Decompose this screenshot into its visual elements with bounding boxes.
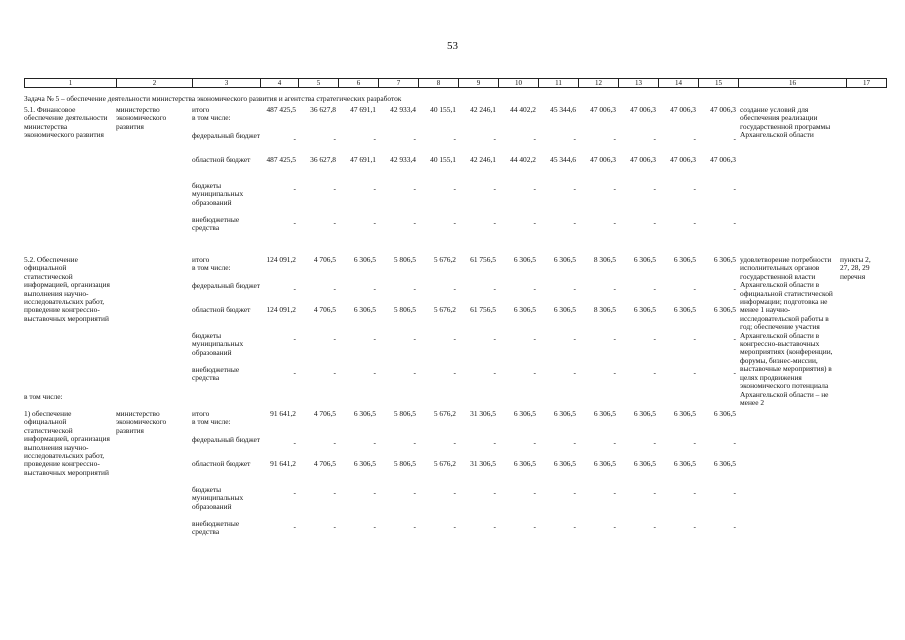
subrow-total-label: итого в том числе: <box>192 255 231 273</box>
empty-cell: - <box>573 488 576 497</box>
value-cell: 124 091,2 <box>266 255 296 264</box>
value-cell: 91 641,2 <box>270 409 296 418</box>
empty-cell: - <box>613 368 616 377</box>
empty-cell: - <box>613 438 616 447</box>
empty-cell: - <box>533 218 536 227</box>
subrow-federal-label: федеральный бюджет <box>192 281 261 290</box>
header-cell-6: 6 <box>339 79 379 88</box>
header-cell-13: 13 <box>619 79 659 88</box>
section-title: 5.1. Финансовое обеспечение деятельности министерства экономического развития <box>24 105 108 140</box>
header-cell-2: 2 <box>117 79 193 88</box>
empty-cell: - <box>573 284 576 293</box>
subrow-regional-label: областной бюджет <box>192 305 251 314</box>
empty-cell: - <box>333 218 336 227</box>
empty-cell: - <box>333 284 336 293</box>
value-cell: 36 627,8 <box>310 155 336 164</box>
value-cell: 42 246,1 <box>470 155 496 164</box>
value-cell: 4 706,5 <box>313 409 336 418</box>
empty-cell: - <box>293 334 296 343</box>
value-cell: 47 006,3 <box>670 105 696 114</box>
value-cell: 44 402,2 <box>510 105 536 114</box>
empty-cell: - <box>573 184 576 193</box>
empty-cell: - <box>613 284 616 293</box>
subrow-total-label: итого в том числе: <box>192 105 231 123</box>
empty-cell: - <box>373 284 376 293</box>
value-cell: 4 706,5 <box>313 255 336 264</box>
empty-cell: - <box>493 488 496 497</box>
empty-cell: - <box>613 184 616 193</box>
value-cell: 4 706,5 <box>313 459 336 468</box>
value-cell: 6 306,5 <box>513 409 536 418</box>
header-cell-10: 10 <box>499 79 539 88</box>
value-cell: 5 676,2 <box>433 255 456 264</box>
empty-cell: - <box>373 218 376 227</box>
value-cell: 6 306,5 <box>553 409 576 418</box>
empty-cell: - <box>493 284 496 293</box>
value-cell: 6 306,5 <box>713 409 736 418</box>
section-row <box>24 410 866 560</box>
value-cell: 5 676,2 <box>433 305 456 314</box>
value-cell: 42 246,1 <box>470 105 496 114</box>
value-cell: 6 306,5 <box>553 305 576 314</box>
empty-cell: - <box>613 218 616 227</box>
empty-cell: - <box>453 184 456 193</box>
value-cell: 45 344,6 <box>550 155 576 164</box>
value-cell: 6 306,5 <box>673 459 696 468</box>
value-cell: 8 306,5 <box>593 305 616 314</box>
value-cell: 4 706,5 <box>313 305 336 314</box>
empty-cell: - <box>653 488 656 497</box>
empty-cell: - <box>413 368 416 377</box>
empty-cell: - <box>373 368 376 377</box>
empty-cell: - <box>293 438 296 447</box>
subrow-federal-label: федеральный бюджет <box>192 435 261 444</box>
empty-cell: - <box>613 522 616 531</box>
list-items: пункты 2, 27, 28, 29 перечня <box>840 255 871 281</box>
subrow-external-label: внебюджетные средства <box>192 365 240 383</box>
empty-cell: - <box>733 368 736 377</box>
value-cell: 6 306,5 <box>513 459 536 468</box>
empty-cell: - <box>453 218 456 227</box>
header-cell-12: 12 <box>579 79 619 88</box>
empty-cell: - <box>453 438 456 447</box>
empty-cell: - <box>533 368 536 377</box>
value-cell: 6 306,5 <box>633 255 656 264</box>
empty-cell: - <box>533 488 536 497</box>
task-heading: Задача № 5 – обеспечение деятельности министерства экономического развития и агентства стратегических разработок <box>24 94 402 103</box>
empty-cell: - <box>733 284 736 293</box>
empty-cell: - <box>373 134 376 143</box>
value-cell: 47 006,3 <box>590 155 616 164</box>
value-cell: 47 691,1 <box>350 105 376 114</box>
expected-result: удовлетворение потребности исполнительных органов государственной власти Архангельской области в официальной статистической информации; подготовка не менее 1 научно-исследовательской работы в год; обеспечение участия Архангельской области в конгрессно-выставочных мероприятиях (конференции, форумы, бизнес-миссии, выставочные мероприятия) в целях продвижения экономического потенциала Архангельской области – не менее 2 <box>740 255 833 407</box>
empty-cell: - <box>693 522 696 531</box>
header-cell-17: 17 <box>847 79 887 88</box>
empty-cell: - <box>733 488 736 497</box>
value-cell: 6 306,5 <box>673 409 696 418</box>
including-note: в том числе: <box>24 392 63 401</box>
subrow-regional-label: областной бюджет <box>192 459 251 468</box>
empty-cell: - <box>333 522 336 531</box>
empty-cell: - <box>653 368 656 377</box>
header-cell-5: 5 <box>299 79 339 88</box>
empty-cell: - <box>333 134 336 143</box>
value-cell: 6 306,5 <box>353 255 376 264</box>
empty-cell: - <box>373 438 376 447</box>
empty-cell: - <box>693 438 696 447</box>
value-cell: 6 306,5 <box>713 459 736 468</box>
empty-cell: - <box>533 134 536 143</box>
empty-cell: - <box>693 334 696 343</box>
header-cell-9: 9 <box>459 79 499 88</box>
empty-cell: - <box>533 184 536 193</box>
empty-cell: - <box>693 368 696 377</box>
empty-cell: - <box>573 438 576 447</box>
header-cell-16: 16 <box>739 79 847 88</box>
value-cell: 5 806,5 <box>393 459 416 468</box>
value-cell: 6 306,5 <box>633 305 656 314</box>
empty-cell: - <box>453 284 456 293</box>
value-cell: 6 306,5 <box>353 409 376 418</box>
empty-cell: - <box>493 184 496 193</box>
empty-cell: - <box>693 134 696 143</box>
empty-cell: - <box>613 134 616 143</box>
empty-cell: - <box>293 184 296 193</box>
empty-cell: - <box>533 438 536 447</box>
value-cell: 6 306,5 <box>633 409 656 418</box>
empty-cell: - <box>293 368 296 377</box>
header-cell-4: 4 <box>261 79 299 88</box>
empty-cell: - <box>613 334 616 343</box>
value-cell: 47 006,3 <box>630 155 656 164</box>
column-header-row <box>24 78 887 88</box>
empty-cell: - <box>333 334 336 343</box>
empty-cell: - <box>533 522 536 531</box>
page-number: 53 <box>447 40 458 52</box>
empty-cell: - <box>493 438 496 447</box>
empty-cell: - <box>733 184 736 193</box>
empty-cell: - <box>333 368 336 377</box>
value-cell: 487 425,5 <box>266 105 296 114</box>
empty-cell: - <box>653 334 656 343</box>
subrow-municipal-label: бюджеты муниципальных образований <box>192 181 244 207</box>
section-title: 5.2. Обеспечение официальной статистической информацией, организация выполнения научно-исследовательских работ, проведение конгрессно-выставочных мероприятий <box>24 255 110 323</box>
empty-cell: - <box>653 134 656 143</box>
subrow-municipal-label: бюджеты муниципальных образований <box>192 485 244 511</box>
value-cell: 31 306,5 <box>470 409 496 418</box>
empty-cell: - <box>493 218 496 227</box>
value-cell: 5 676,2 <box>433 459 456 468</box>
value-cell: 5 806,5 <box>393 409 416 418</box>
header-cell-8: 8 <box>419 79 459 88</box>
empty-cell: - <box>413 522 416 531</box>
value-cell: 5 806,5 <box>393 255 416 264</box>
value-cell: 91 641,2 <box>270 459 296 468</box>
empty-cell: - <box>573 218 576 227</box>
header-cell-14: 14 <box>659 79 699 88</box>
empty-cell: - <box>453 134 456 143</box>
subrow-regional-label: областной бюджет <box>192 155 251 164</box>
empty-cell: - <box>693 218 696 227</box>
empty-cell: - <box>653 438 656 447</box>
empty-cell: - <box>333 438 336 447</box>
value-cell: 124 091,2 <box>266 305 296 314</box>
value-cell: 6 306,5 <box>673 305 696 314</box>
empty-cell: - <box>573 334 576 343</box>
empty-cell: - <box>733 522 736 531</box>
empty-cell: - <box>693 488 696 497</box>
value-cell: 487 425,5 <box>266 155 296 164</box>
section-row <box>24 106 866 256</box>
value-cell: 6 306,5 <box>353 459 376 468</box>
empty-cell: - <box>733 334 736 343</box>
header-cell-11: 11 <box>539 79 579 88</box>
empty-cell: - <box>573 522 576 531</box>
empty-cell: - <box>453 334 456 343</box>
empty-cell: - <box>693 284 696 293</box>
empty-cell: - <box>333 184 336 193</box>
value-cell: 36 627,8 <box>310 105 336 114</box>
empty-cell: - <box>413 488 416 497</box>
empty-cell: - <box>733 134 736 143</box>
value-cell: 6 306,5 <box>673 255 696 264</box>
subrow-external-label: внебюджетные средства <box>192 215 240 233</box>
empty-cell: - <box>493 522 496 531</box>
value-cell: 31 306,5 <box>470 459 496 468</box>
value-cell: 47 006,3 <box>710 155 736 164</box>
value-cell: 61 756,5 <box>470 255 496 264</box>
empty-cell: - <box>573 368 576 377</box>
value-cell: 45 344,6 <box>550 105 576 114</box>
empty-cell: - <box>533 334 536 343</box>
value-cell: 8 306,5 <box>593 255 616 264</box>
section-row <box>24 255 871 407</box>
value-cell: 6 306,5 <box>713 255 736 264</box>
value-cell: 5 806,5 <box>393 305 416 314</box>
header-cell-7: 7 <box>379 79 419 88</box>
value-cell: 42 933,4 <box>390 105 416 114</box>
empty-cell: - <box>413 134 416 143</box>
empty-cell: - <box>373 334 376 343</box>
value-cell: 61 756,5 <box>470 305 496 314</box>
executor: министерство экономического развития <box>116 105 167 131</box>
empty-cell: - <box>693 184 696 193</box>
value-cell: 47 006,3 <box>590 105 616 114</box>
empty-cell: - <box>453 368 456 377</box>
empty-cell: - <box>653 284 656 293</box>
value-cell: 6 306,5 <box>553 459 576 468</box>
empty-cell: - <box>293 284 296 293</box>
empty-cell: - <box>453 522 456 531</box>
empty-cell: - <box>293 134 296 143</box>
value-cell: 6 306,5 <box>513 255 536 264</box>
empty-cell: - <box>413 334 416 343</box>
header-cell-1: 1 <box>25 79 117 88</box>
empty-cell: - <box>373 488 376 497</box>
header-cell-3: 3 <box>193 79 261 88</box>
empty-cell: - <box>493 368 496 377</box>
empty-cell: - <box>413 284 416 293</box>
value-cell: 47 006,3 <box>710 105 736 114</box>
value-cell: 47 006,3 <box>670 155 696 164</box>
empty-cell: - <box>373 522 376 531</box>
empty-cell: - <box>293 218 296 227</box>
value-cell: 6 306,5 <box>513 305 536 314</box>
executor: министерство экономического развития <box>116 409 167 435</box>
empty-cell: - <box>653 184 656 193</box>
value-cell: 42 933,4 <box>390 155 416 164</box>
value-cell: 47 691,1 <box>350 155 376 164</box>
section-title: 1) обеспечение официальной статистической информацией, организация выполнения научно-исследовательских работ, проведение конгрессно-выставочных мероприятий <box>24 409 110 477</box>
empty-cell: - <box>733 218 736 227</box>
empty-cell: - <box>493 334 496 343</box>
empty-cell: - <box>293 522 296 531</box>
value-cell: 6 306,5 <box>633 459 656 468</box>
empty-cell: - <box>413 438 416 447</box>
empty-cell: - <box>333 488 336 497</box>
subrow-external-label: внебюджетные средства <box>192 519 240 537</box>
subrow-municipal-label: бюджеты муниципальных образований <box>192 331 244 357</box>
value-cell: 6 306,5 <box>593 459 616 468</box>
value-cell: 40 155,1 <box>430 105 456 114</box>
empty-cell: - <box>733 438 736 447</box>
value-cell: 6 306,5 <box>593 409 616 418</box>
empty-cell: - <box>613 488 616 497</box>
header-cell-15: 15 <box>699 79 739 88</box>
empty-cell: - <box>453 488 456 497</box>
empty-cell: - <box>293 488 296 497</box>
value-cell: 40 155,1 <box>430 155 456 164</box>
empty-cell: - <box>653 218 656 227</box>
value-cell: 5 676,2 <box>433 409 456 418</box>
empty-cell: - <box>493 134 496 143</box>
value-cell: 6 306,5 <box>353 305 376 314</box>
expected-result: создание условий для обеспечения реализации государственной программы Архангельской области <box>740 105 831 140</box>
empty-cell: - <box>373 184 376 193</box>
value-cell: 6 306,5 <box>553 255 576 264</box>
subrow-total-label: итого в том числе: <box>192 409 231 427</box>
subrow-federal-label: федеральный бюджет <box>192 131 261 140</box>
value-cell: 44 402,2 <box>510 155 536 164</box>
value-cell: 47 006,3 <box>630 105 656 114</box>
empty-cell: - <box>413 184 416 193</box>
empty-cell: - <box>573 134 576 143</box>
empty-cell: - <box>653 522 656 531</box>
value-cell: 6 306,5 <box>713 305 736 314</box>
empty-cell: - <box>533 284 536 293</box>
empty-cell: - <box>413 218 416 227</box>
